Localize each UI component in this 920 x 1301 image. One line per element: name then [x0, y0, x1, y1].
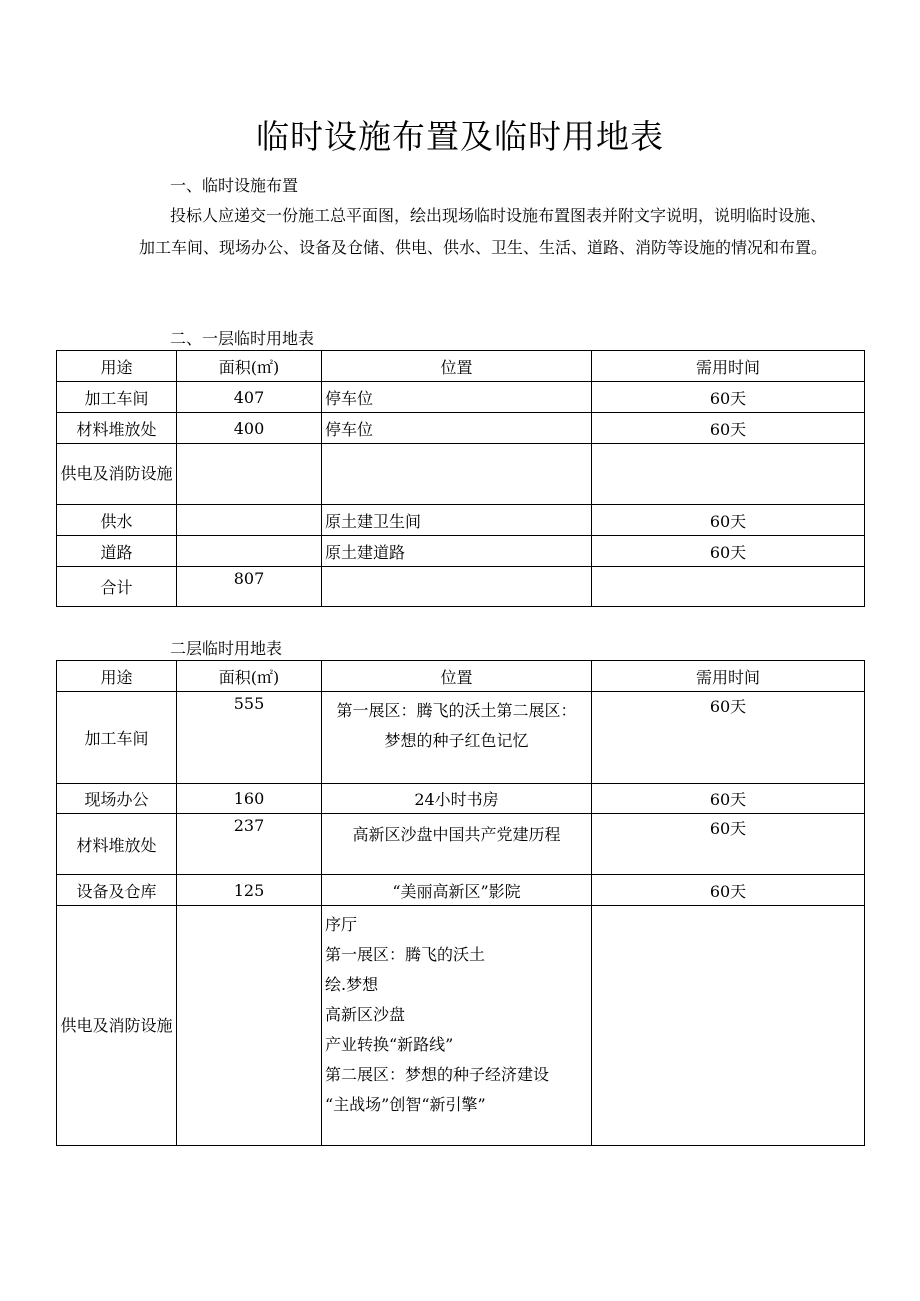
cell-area — [177, 906, 322, 1146]
cell-duration: 60天 — [592, 875, 865, 906]
table-header-row — [57, 661, 865, 692]
cell-usage: 加工车间 — [57, 382, 177, 413]
page-title: 临时设施布置及临时用地表 — [256, 117, 664, 156]
cell-location: 停车位 — [322, 382, 592, 413]
header-duration: 需用时间 — [592, 661, 865, 692]
table-row — [57, 906, 865, 1146]
floor1-land-table — [56, 350, 865, 607]
cell-usage: 供电及消防设施 — [57, 906, 177, 1146]
cell-area — [177, 536, 322, 567]
header-location: 位置 — [322, 661, 592, 692]
cell-area — [177, 505, 322, 536]
cell-usage: 合计 — [57, 567, 177, 607]
cell-area: 407 — [177, 382, 322, 413]
cell-location: 24小时书房 — [322, 784, 592, 814]
cell-duration: 60天 — [592, 505, 865, 536]
floor2-land-table — [56, 660, 865, 1146]
header-area: 面积(㎡) — [177, 661, 322, 692]
cell-area: 807 — [177, 567, 322, 607]
table-row — [57, 413, 865, 444]
cell-usage: 道路 — [57, 536, 177, 567]
cell-usage: 供电及消防设施 — [57, 444, 177, 505]
cell-usage: 加工车间 — [57, 692, 177, 784]
cell-area: 555 — [177, 692, 322, 784]
cell-location: 高新区沙盘中国共产党建历程 — [322, 814, 592, 875]
header-area: 面积(㎡) — [177, 351, 322, 382]
cell-usage: 现场办公 — [57, 784, 177, 814]
cell-location: 第一展区：腾飞的沃土第二展区： 梦想的种子红色记忆 — [322, 692, 592, 784]
table-row — [57, 382, 865, 413]
cell-area: 237 — [177, 814, 322, 875]
table-row — [57, 814, 865, 875]
cell-usage: 材料堆放处 — [57, 413, 177, 444]
cell-location: “美丽高新区”影院 — [322, 875, 592, 906]
cell-area — [177, 444, 322, 505]
cell-area: 400 — [177, 413, 322, 444]
cell-duration: 60天 — [592, 536, 865, 567]
cell-duration: 60天 — [592, 382, 865, 413]
cell-location: 停车位 — [322, 413, 592, 444]
cell-location — [322, 567, 592, 607]
cell-usage: 设备及仓库 — [57, 875, 177, 906]
cell-location: 原土建道路 — [322, 536, 592, 567]
cell-duration: 60天 — [592, 814, 865, 875]
cell-duration — [592, 906, 865, 1146]
cell-duration: 60天 — [592, 692, 865, 784]
intro-line-2: 加工车间、现场办公、设备及仓储、供电、供水、卫生、生活、道路、消防等设施的情况和布置。 — [139, 238, 828, 257]
cell-area: 125 — [177, 875, 322, 906]
cell-duration: 60天 — [592, 413, 865, 444]
header-usage: 用途 — [57, 351, 177, 382]
table-row — [57, 875, 865, 906]
intro-line-1: 投标人应递交一份施工总平面图，绘出现场临时设施布置图表并附文字说明，说明临时设施、 — [170, 206, 827, 225]
cell-duration — [592, 567, 865, 607]
cell-duration — [592, 444, 865, 505]
table-row — [57, 784, 865, 814]
cell-duration: 60天 — [592, 784, 865, 814]
header-location: 位置 — [322, 351, 592, 382]
table-row — [57, 536, 865, 567]
cell-location — [322, 444, 592, 505]
cell-area: 160 — [177, 784, 322, 814]
table-row — [57, 505, 865, 536]
table-row — [57, 692, 865, 784]
cell-location: 原土建卫生间 — [322, 505, 592, 536]
header-duration: 需用时间 — [592, 351, 865, 382]
header-usage: 用途 — [57, 661, 177, 692]
cell-usage: 材料堆放处 — [57, 814, 177, 875]
section-heading-facilities: 一、临时设施布置 — [170, 176, 299, 195]
table-header-row — [57, 351, 865, 382]
cell-location: 序厅 第一展区：腾飞的沃土 绘.梦想 高新区沙盘 产业转换“新路线” 第二展区：梦想的种子经济建设 “主战场”创智“新引擎” — [322, 906, 592, 1146]
table-row-total — [57, 567, 865, 607]
table-row — [57, 444, 865, 505]
section-heading-floor2: 二层临时用地表 — [170, 639, 283, 658]
cell-usage: 供水 — [57, 505, 177, 536]
section-heading-floor1: 二、一层临时用地表 — [170, 329, 315, 348]
